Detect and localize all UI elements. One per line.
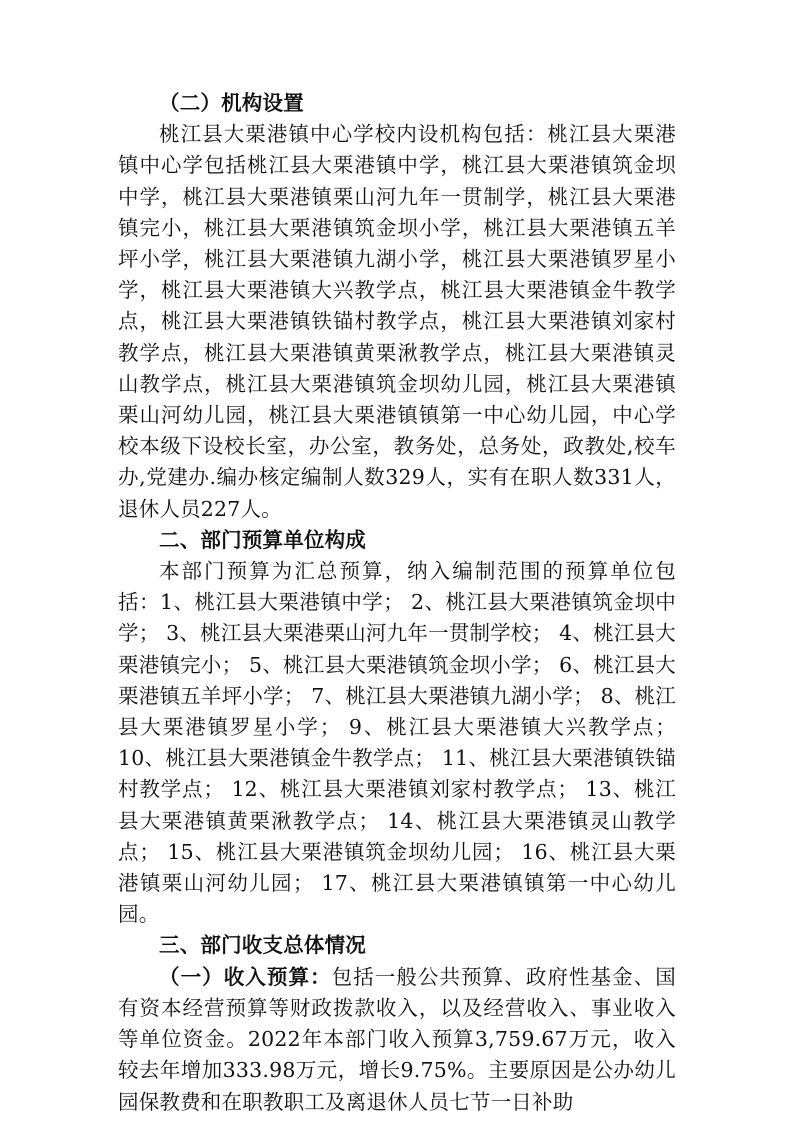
section-heading-budget-units: 二、部门预算单位构成: [159, 527, 366, 552]
budget-units-paragraph: 本部门预算为汇总预算，纳入编制范围的预算单位包括：1、桃江县大栗港镇中学； 2、桃江县大栗港镇筑金坝中学； 3、桃江县大栗港栗山河九年一贯制学校； 4、桃江县大栗港镇完小； 5、桃江县大栗港镇筑金坝小学； 6、桃江县大栗港镇五羊坪小学； 7、桃江县大栗港镇九湖小学； 8、桃江县大栗港镇罗星小学； 9、桃江县大栗港镇大兴教学点； 10、桃江县大栗港镇金牛教学点； 11、桃江县大栗港镇铁锚村教学点； 12、桃江县大栗港镇刘家村教学点； 13、桃江县大栗港镇黄栗湫教学点； 14、桃江县大栗港镇灵山教学点； 15、桃江县大栗港镇筑金坝幼儿园； 16、桃江县大栗港镇栗山河幼儿园； 17、桃江县大栗港镇镇第一中心幼儿园。: [118, 559, 676, 927]
institution-setup-paragraph: 桃江县大栗港镇中心学校内设机构包括：桃江县大栗港镇中心学包括桃江县大栗港镇中学，桃江县大栗港镇筑金坝中学，桃江县大栗港镇栗山河九年一贯制学，桃江县大栗港镇完小，桃江县大栗港镇筑金坝小学，桃江县大栗港镇五羊坪小学，桃江县大栗港镇九湖小学，桃江县大栗港镇罗星小学，桃江县大栗港镇大兴教学点，桃江县大栗港镇金牛教学点，桃江县大栗港镇铁锚村教学点，桃江县大栗港镇刘家村教学点，桃江县大栗港镇黄栗湫教学点，桃江县大栗港镇灵山教学点，桃江县大栗港镇筑金坝幼儿园，桃江县大栗港镇栗山河幼儿园，桃江县大栗港镇镇第一中心幼儿园，中心学校本级下设校长室，办公室，教务处，总务处，政教处,校车办,党建办.编办核定编制人数329人，实有在职人数331人，退休人员227人。: [118, 122, 676, 521]
income-budget-paragraph: [118, 962, 676, 1118]
income-budget-lead: （一）收入预算：: [159, 964, 332, 989]
income-budget-text: 包括一般公共预算、政府性基金、国有资本经营预算等财政拨款收入，以及经营收入、事业收入等单位资金。2022年本部门收入预算3,759.67万元，收入较去年增加333.98万元，增长9.75%。主要原因是公办幼儿园保教费和在职教职工及离退休人员七节一日补助: [118, 964, 676, 1114]
section-heading-institution-setup: （二）机构设置: [159, 91, 304, 115]
document-page: [118, 88, 676, 1118]
section-heading-income-expenditure: 三、部门收支总体情况: [159, 933, 366, 958]
